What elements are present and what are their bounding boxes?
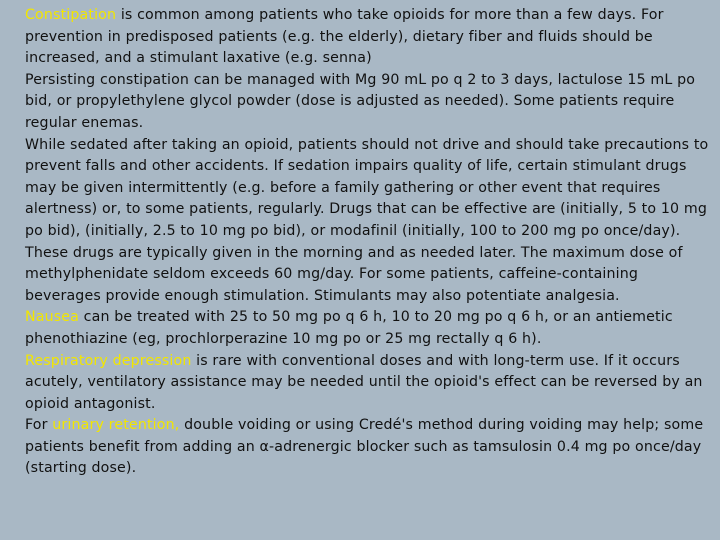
paragraph-urinary-retention — [25, 415, 715, 480]
paragraph-nausea — [25, 307, 715, 350]
keyword-constipation: Constipation — [25, 7, 117, 23]
text-block — [25, 5, 715, 480]
paragraph-respiratory-depression — [25, 351, 715, 416]
paragraph-text: is rare with conventional doses and with long-term use. If it occurs acutely, ventilatory assistance may be needed until the opioid's effect can be reversed by an opioid antagonist. — [25, 352, 703, 412]
paragraph-text: double voiding or using Credé's method during voiding may help; some patients benefit from adding an α-adrenergic blocker such as tamsulosin 0.4 mg po once/day (starting dose). — [25, 417, 704, 477]
paragraph-text: Persisting constipation can be managed with Mg 90 mL po q 2 to 3 days, lactulose 15 mL po bid, or propylethylene glycol powder (dose is adjusted as needed). Some patients require regular enemas. — [25, 71, 696, 131]
paragraph-sedation — [25, 135, 715, 308]
paragraph-text: can be treated with 25 to 50 mg po q 6 h, 10 to 20 mg po q 6 h, or an antiemetic phenothiazine (eg, prochlorperazine 10 mg po or 25 mg rectally q 6 h). — [25, 309, 673, 347]
keyword-nausea: Nausea — [25, 309, 80, 326]
paragraph-constipation — [25, 5, 715, 70]
paragraph-persisting-constipation — [25, 70, 715, 135]
paragraph-text: While sedated after taking an opioid, patients should not drive and should take precautions to prevent falls and other accidents. If sedation impairs quality of life, certain stimulant drugs may be given intermittently (e.g. before a family gathering or other event that requires alertness) or, to some patients, regularly. Drugs that can be effective are (initially, 5 to 10 mg po bid), (initially, 2.5 to 10 mg po bid), or modafinil (initially, 100 to 200 mg po once/day). These drugs are typically given in the morning and as needed later. The maximum dose of methylphenidate seldom exceeds 60 mg/day. For some patients, caffeine-containing beverages provide enough stimulation. Stimulants may also potentiate analgesia. — [25, 136, 709, 304]
paragraph-prefix: For — [25, 417, 53, 434]
keyword-urinary-retention: urinary retention, — [52, 417, 180, 434]
paragraph-text: is common among patients who take opioids for more than a few days. For prevention in predisposed patients (e.g. the elderly), dietary fiber and fluids should be increased, and a stimulant laxative (e.g. senna) — [25, 7, 664, 67]
keyword-respiratory-depression: Respiratory depression — [25, 352, 192, 369]
